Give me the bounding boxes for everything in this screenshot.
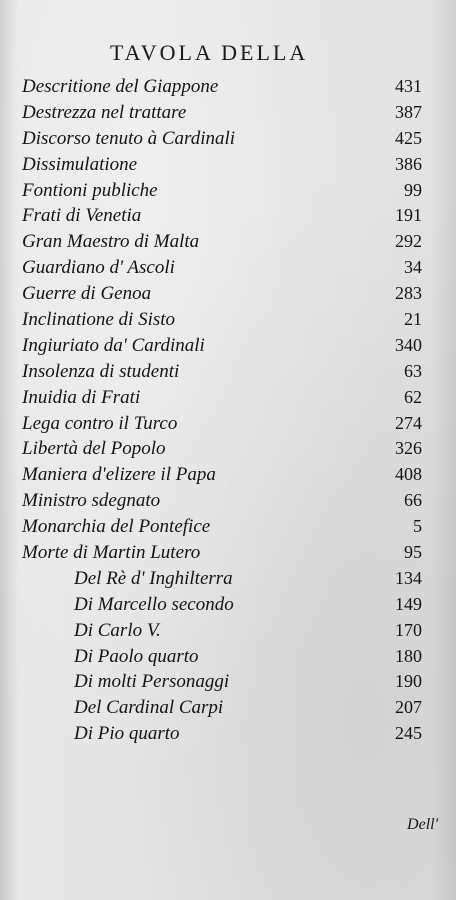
entry-page-number: 34 <box>404 257 422 278</box>
index-entry <box>0 178 456 204</box>
entry-page-number: 326 <box>395 438 422 459</box>
entry-page-number: 170 <box>395 619 422 640</box>
entry-page-number: 386 <box>395 153 422 174</box>
entry-page-number: 95 <box>404 542 422 563</box>
entry-page-number: 191 <box>395 205 422 226</box>
entry-label: Maniera d'elizere il Papa <box>22 464 216 486</box>
entry-label: Guerre di Genoa <box>22 283 152 305</box>
entry-label: Di Paolo quarto <box>74 645 199 667</box>
entry-page-number: 292 <box>395 231 422 252</box>
index-list <box>0 74 456 747</box>
index-subentry <box>0 721 456 747</box>
entry-label: Del Cardinal Carpi <box>74 697 224 719</box>
entry-page-number: 149 <box>395 593 422 614</box>
entry-page-number: 431 <box>395 76 422 96</box>
index-subentry <box>0 566 456 592</box>
entry-page-number: 5 <box>413 516 422 537</box>
page-title: TAVOLA DELLA <box>110 40 309 65</box>
index-entry <box>0 514 456 540</box>
entry-page-number: 180 <box>395 645 422 666</box>
index-entry <box>0 74 456 100</box>
entry-page-number: 63 <box>404 360 422 381</box>
index-entry <box>0 359 456 385</box>
index-entry <box>0 462 456 488</box>
index-subentry <box>0 618 456 644</box>
entry-label: Di molti Personaggi <box>74 671 230 693</box>
index-entry <box>0 203 456 229</box>
index-subentry <box>0 592 456 618</box>
entry-label: Libertà del Popolo <box>22 438 166 460</box>
index-entry <box>0 540 456 566</box>
entry-label: Inuidia di Frati <box>22 386 141 408</box>
entry-page-number: 283 <box>395 283 422 304</box>
entry-label: Ingiuriato da' Cardinali <box>22 334 205 356</box>
entry-page-number: 274 <box>395 412 422 433</box>
index-entry <box>0 333 456 359</box>
entry-page-number: 425 <box>395 127 422 148</box>
entry-label: Inclinatione di Sisto <box>22 309 176 331</box>
entry-label: Discorso tenuto à Cardinali <box>22 127 236 149</box>
entry-page-number: 190 <box>395 671 422 692</box>
entry-label: Descritione del Giappone <box>22 76 219 97</box>
index-subentry <box>0 669 456 695</box>
index-entry <box>0 307 456 333</box>
entry-label: Di Pio quarto <box>74 723 180 745</box>
entry-label: Insolenza di studenti <box>22 360 180 382</box>
entry-label: Gran Maestro di Malta <box>22 231 200 253</box>
entry-label: Di Carlo V. <box>74 619 161 641</box>
entry-label: Fontioni publiche <box>22 179 158 201</box>
index-entry <box>0 281 456 307</box>
entry-label: Dissimulatione <box>22 153 138 175</box>
index-subentry <box>0 695 456 721</box>
index-entry <box>0 152 456 178</box>
entry-page-number: 340 <box>395 334 422 355</box>
entry-label: Guardiano d' Ascoli <box>22 257 175 279</box>
entry-page-number: 99 <box>404 179 422 200</box>
entry-page-number: 62 <box>404 386 422 407</box>
entry-label: Ministro sdegnato <box>22 490 161 512</box>
index-entry <box>0 126 456 152</box>
index-entry <box>0 229 456 255</box>
entry-label: Destrezza nel trattare <box>22 101 187 123</box>
catchword: Dell' <box>407 816 438 833</box>
entry-page-number: 387 <box>395 101 422 122</box>
entry-label: Monarchia del Pontefice <box>22 516 211 538</box>
index-entry <box>0 385 456 411</box>
entry-label: Morte di Martin Lutero <box>22 542 201 564</box>
index-entry <box>0 488 456 514</box>
entry-page-number: 21 <box>404 309 422 330</box>
index-entry <box>0 255 456 281</box>
entry-label: Lega contro il Turco <box>22 412 178 434</box>
index-entry <box>0 411 456 437</box>
entry-page-number: 134 <box>395 567 422 588</box>
entry-page-number: 207 <box>395 697 422 718</box>
index-entry <box>0 436 456 462</box>
entry-page-number: 245 <box>395 723 422 744</box>
entry-page-number: 408 <box>395 464 422 485</box>
entry-label: Del Rè d' Inghilterra <box>74 567 233 589</box>
entry-page-number: 66 <box>404 490 422 511</box>
index-subentry <box>0 644 456 670</box>
entry-label: Di Marcello secondo <box>74 593 234 615</box>
index-entry <box>0 100 456 126</box>
entry-label: Frati di Venetia <box>22 205 142 227</box>
